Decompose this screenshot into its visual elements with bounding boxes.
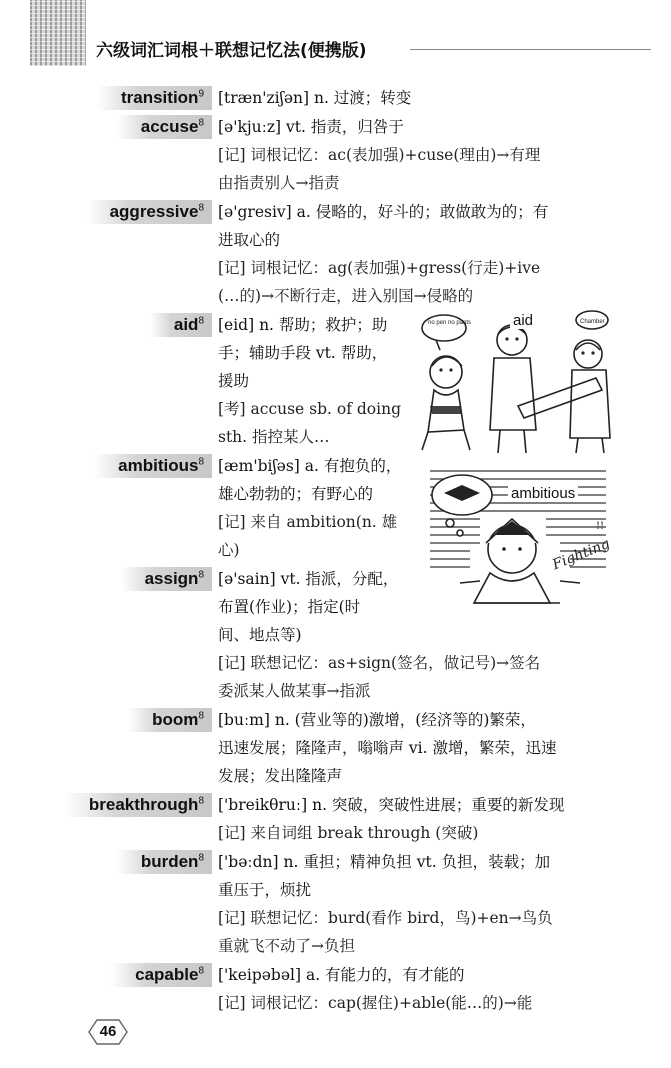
- entry-line: [ə'kjuːz] vt. 指责，归咎于: [218, 118, 404, 136]
- header-title: 六级词汇词根＋联想记忆法(便携版): [96, 41, 367, 61]
- page-number-text: 46: [99, 1023, 117, 1040]
- entry-line: 援助: [218, 372, 250, 390]
- entry-transition: [0, 84, 671, 112]
- entry-line: ['keipəbəl] a. 有能力的，有才能的: [218, 966, 465, 984]
- page-number: [88, 1018, 128, 1046]
- entry-line: ['breikθruː] n. 突破，突破性进展；重要的新发现: [218, 796, 565, 814]
- entry-line: [记] 词根记忆：cap(握住)+able(能…的)→能: [218, 994, 533, 1012]
- entry-line: [记] 联想记忆：as+sign(签名，做记号)→签名: [218, 654, 541, 672]
- entry-line: [考] accuse sb. of doing: [218, 400, 402, 418]
- entry-line: [ə'sain] vt. 指派，分配，: [218, 570, 399, 588]
- entry-accuse: [0, 113, 671, 197]
- page-header: [0, 0, 671, 70]
- entry-line: 雄心勃勃的；有野心的: [218, 485, 374, 503]
- headword: breakthrough$^8$: [65, 793, 212, 817]
- headword: capable$^8$: [111, 963, 212, 987]
- aid-illustration: [420, 310, 616, 455]
- entry-line: [记] 来自词组 break through (突破): [218, 824, 479, 842]
- headword: burden$^8$: [117, 850, 212, 874]
- entry-line: 委派某人做某事→指派: [218, 682, 371, 700]
- headword: accuse$^8$: [117, 115, 212, 139]
- exclaim-mark: !!: [596, 521, 605, 532]
- entry-line: 迅速发展；隆隆声，嗡嗡声 vi. 激增，繁荣，迅速: [218, 739, 557, 757]
- aid-bubble-right: Chamber: [580, 319, 605, 325]
- entry-line: [记] 词根记忆：ag(表加强)+gress(行走)+ive: [218, 259, 541, 277]
- entry-aggressive: [0, 198, 671, 310]
- headword: ambitious$^8$: [94, 454, 212, 478]
- entry-line: ['bəːdn] n. 重担；精神负担 vt. 负担，装载；加: [218, 853, 551, 871]
- headword: aid$^8$: [150, 313, 212, 337]
- entry-line: 布置(作业)；指定(时: [218, 598, 361, 616]
- aid-bubble-left: no pen no pants: [428, 320, 472, 326]
- headword: boom$^8$: [128, 708, 212, 732]
- entry-line: [æm'biʃəs] a. 有抱负的，: [218, 457, 402, 475]
- entry-line: [buːm] n. (营业等的)激增，(经济等的)繁荣，: [218, 711, 536, 729]
- ambitious-illustration: [420, 463, 616, 613]
- entry-line: (…的)→不断行走，进入别国→侵略的: [218, 287, 474, 305]
- entry-line: 手；辅助手段 vt. 帮助，: [218, 344, 388, 362]
- entry-line: sth. 指控某人…: [218, 428, 330, 446]
- header-rule: [410, 49, 651, 50]
- entry-line: [eid] n. 帮助；救护；助: [218, 316, 388, 334]
- entry-line: [记] 联想记忆：burd(看作 bird，鸟)+en→鸟负: [218, 909, 553, 927]
- entry-line: [记] 词根记忆：ac(表加强)+cuse(理由)→有理: [218, 146, 541, 164]
- entry-line: 发展；发出隆隆声: [218, 767, 343, 785]
- entry-line: [træn'ziʃən] n. 过渡；转变: [218, 89, 412, 107]
- aid-illustration-label: aid: [510, 312, 536, 329]
- headword: aggressive$^8$: [86, 200, 212, 224]
- header-decoration: [30, 0, 86, 66]
- entry-line: 重压于，烦扰: [218, 881, 312, 899]
- entry-line: 重就飞不动了→负担: [218, 937, 355, 955]
- entry-line: [ə'gresiv] a. 侵略的，好斗的；敢做敢为的；有: [218, 203, 549, 221]
- entry-capable: [0, 961, 671, 1017]
- entry-line: 间、地点等): [218, 626, 302, 644]
- aid-cartoon: [420, 310, 616, 455]
- headword: transition$^9$: [97, 86, 212, 110]
- headword: assign$^8$: [121, 567, 212, 591]
- ambitious-illustration-label: ambitious: [508, 485, 578, 502]
- entry-burden: [0, 848, 671, 960]
- entry-boom: [0, 706, 671, 790]
- fighting-caption: Fighting: [550, 535, 613, 574]
- entry-line: 心): [218, 541, 240, 559]
- entry-line: 进取心的: [218, 231, 281, 249]
- entry-line: 由指责别人→指责: [218, 174, 340, 192]
- entry-breakthrough: [0, 791, 671, 847]
- entry-line: [记] 来自 ambition(n. 雄: [218, 513, 398, 531]
